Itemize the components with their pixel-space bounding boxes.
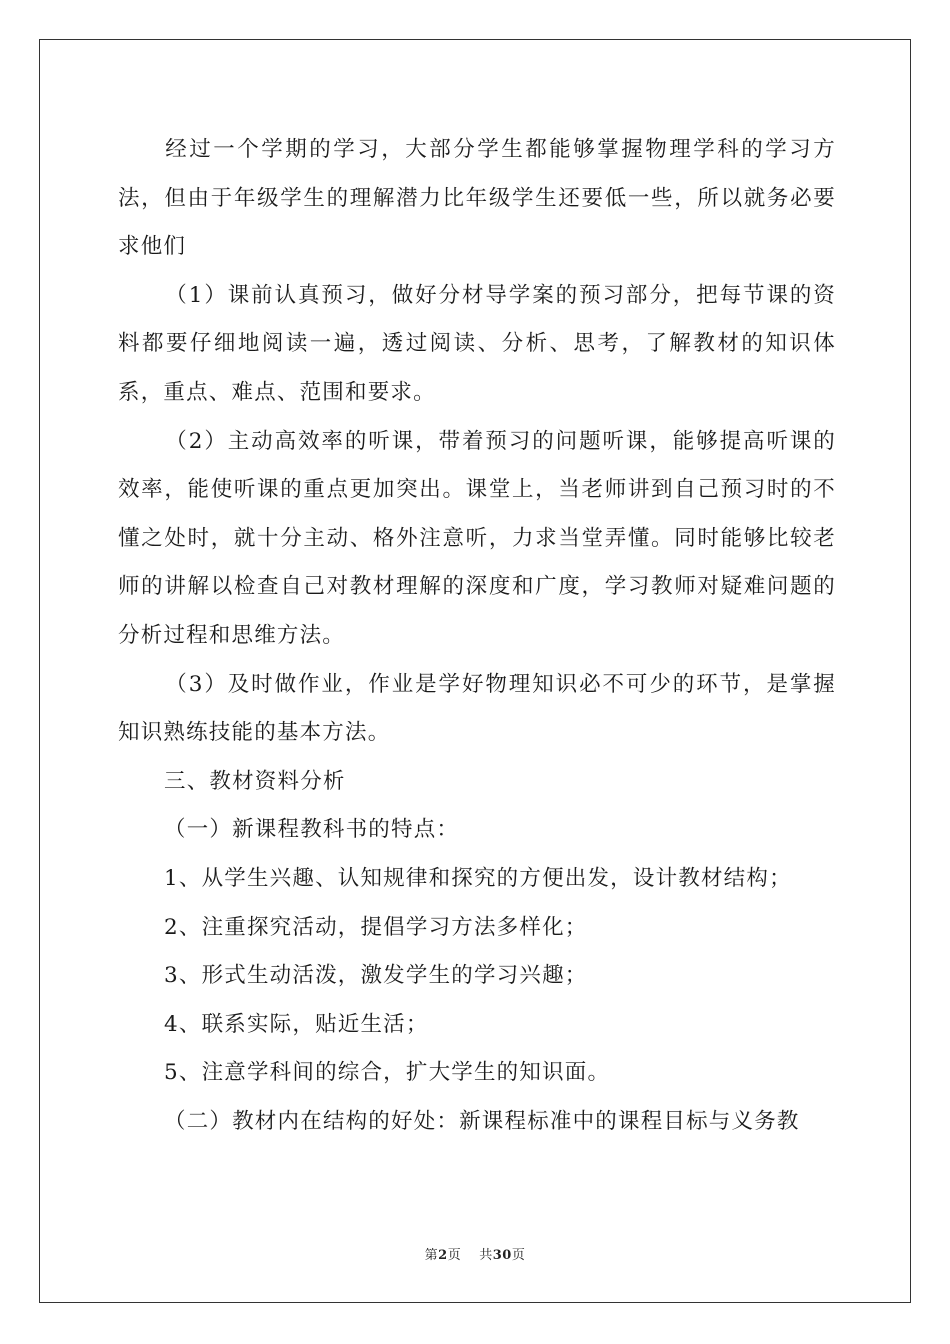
list-item: 4、联系实际，贴近生活； [164, 1011, 429, 1037]
list-item: 3、形式生动活泼，激发学生的学习兴趣； [164, 963, 588, 989]
paragraph-item-2: （2）主动高效率的听课，带着预习的问题听课，能够提高听课的效率，能使听课的重点更加突出。课堂上，当老师讲到自己预习时的不懂之处时，就十分主动、格外注意听，力求当堂弄懂。同时能够比较老师的讲解以检查自己对教材理解的深度和广度，学习教师对疑难问题的分析过程和思维方法。 [118, 428, 836, 648]
list-item: 1、从学生兴趣、认知规律和探究的方便出发，设计教材结构； [164, 865, 792, 891]
paragraph-item-1: （1）课前认真预习，做好分材导学案的预习部分，把每节课的资料都要仔细地阅读一遍，透过阅读、分析、思考，了解教材的知识体系，重点、难点、范围和要求。 [118, 282, 836, 405]
document-body [118, 126, 836, 1146]
list-item: 5、注意学科间的综合，扩大学生的知识面。 [164, 1060, 611, 1086]
list-item: 2、注重探究活动，提倡学习方法多样化； [164, 914, 588, 940]
subsection-heading-1: （一）新课程教科书的特点： [164, 817, 460, 843]
page-footer [0, 1244, 950, 1263]
page-number: 2 [438, 1248, 448, 1263]
total-pages: 30 [492, 1248, 512, 1263]
page-suffix: 页 [447, 1248, 462, 1263]
total-suffix: 页 [511, 1248, 526, 1263]
total-prefix: 共 [479, 1248, 493, 1263]
page-prefix: 第 [424, 1248, 439, 1263]
paragraph-intro: 经过一个学期的学习，大部分学生都能够掌握物理学科的学习方法，但由于年级学生的理解潜力比年级学生还要低一些，所以就务必要求他们 [118, 137, 836, 260]
section-heading: 三、教材资料分析 [164, 768, 346, 794]
subsection-heading-2: （二）教材内在结构的好处：新课程标准中的课程目标与义务教 [164, 1108, 800, 1134]
paragraph-item-3: （3）及时做作业，作业是学好物理知识必不可少的环节，是掌握知识熟练技能的基本方法。 [118, 671, 836, 746]
